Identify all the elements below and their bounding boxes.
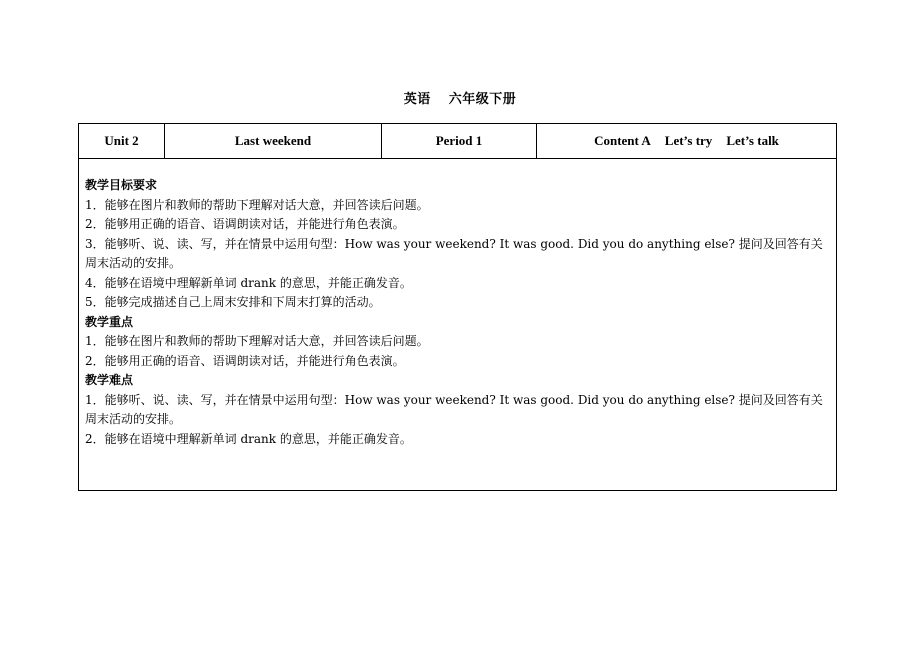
unit-cell: Unit 2 [104, 133, 139, 148]
content-try: Let’s try [664, 133, 713, 148]
lesson-content [85, 176, 833, 449]
list-item: 1．能够在图片和教师的帮助下理解对话大意，并回答读后问题。 [85, 197, 429, 212]
content-label: Content A [594, 133, 651, 148]
list-item: 4．能够在语境中理解新单词 drank 的意思，并能正确发音。 [85, 275, 412, 290]
section-key-points [85, 313, 833, 372]
section-heading: 教学目标要求 [85, 178, 158, 192]
lesson-plan-table [78, 123, 837, 491]
section-difficulties [85, 371, 833, 449]
topic-cell: Last weekend [164, 124, 381, 158]
title-grade: 六年级下册 [448, 92, 517, 107]
title-subject: 英语 [403, 92, 431, 107]
list-item: 2．能够用正确的语音、语调朗读对话，并能进行角色表演。 [85, 353, 405, 368]
list-item: 3．能够听、说、读、写，并在情景中运用句型：How was your weekend? It was good. Did you do anything else? 提问及回答有关周末活动的安排。 [85, 236, 823, 270]
page-title [0, 88, 920, 107]
list-item: 2．能够在语境中理解新单词 drank 的意思，并能正确发音。 [85, 431, 412, 446]
content-cell [536, 124, 836, 158]
period-cell: Period 1 [381, 124, 536, 158]
section-heading: 教学重点 [85, 314, 134, 329]
list-item: 2．能够用正确的语音、语调朗读对话，并能进行角色表演。 [85, 217, 405, 231]
table-header-row [79, 124, 836, 159]
section-objectives [85, 176, 833, 313]
list-item: 1．能够在图片和教师的帮助下理解对话大意，并回答读后问题。 [85, 334, 429, 348]
list-item: 1．能够听、说、读、写，并在情景中运用句型：How was your weekend? It was good. Did you do anything else? 提问及回答有关周末活动的安排。 [85, 392, 823, 426]
list-item: 5．能够完成描述自己上周末安排和下周末打算的活动。 [85, 295, 381, 309]
content-talk: Let’s talk [726, 133, 779, 148]
section-heading: 教学难点 [85, 373, 134, 387]
